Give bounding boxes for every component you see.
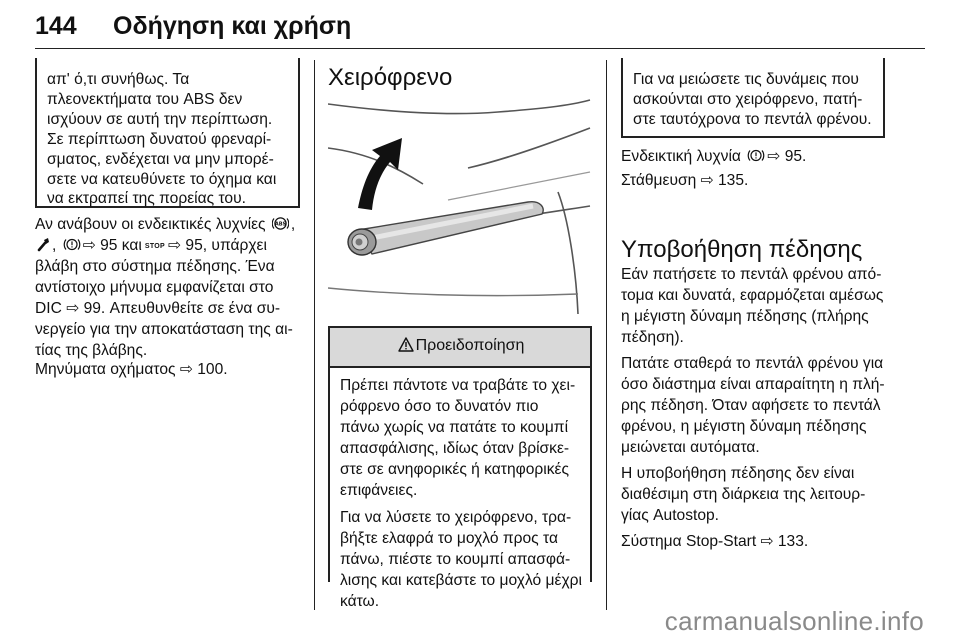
- wrench-icon: [37, 237, 50, 252]
- box-line: ισχύουν σε αυτή την περίπτωση.: [47, 111, 273, 128]
- warning-line: ρόφρενο όσο το δυνατόν πιο: [340, 398, 539, 415]
- para-text: αντίστοιχο μήνυμα εμφανίζεται στο: [35, 279, 274, 296]
- warning-line: λισης και κατεβάστε το μοχλό μέχρι: [340, 572, 582, 589]
- brake-system-icon: [747, 148, 765, 163]
- handbrake-title: Χειρόφρενο: [328, 64, 453, 91]
- watermark: carmanualsonline.info: [664, 606, 924, 636]
- tip-line: στε ταυτόχρονα το πεντάλ φρένου.: [633, 111, 872, 128]
- para-text: βλάβη στο σύστημα πέδησης. Ένα: [35, 258, 275, 275]
- parking-ref: Στάθμευση ⇨ 135.: [621, 172, 749, 189]
- box-line: απ' ό,τι συνήθως. Τα: [47, 71, 190, 88]
- abs-warning-icon: [272, 216, 289, 231]
- warning-title: Προειδοποίηση: [415, 337, 525, 354]
- handbrake-illustration: [328, 98, 592, 316]
- para-text: Εάν πατήσετε το πεντάλ φρένου από-: [621, 266, 882, 283]
- chapter-title: Οδήγηση και χρήση: [113, 12, 352, 40]
- continued-warning-box: [35, 58, 300, 208]
- box-line: πλεονεκτήματα του ABS δεν: [47, 91, 243, 108]
- tip-line: ασκούνται στο χειρόφρενο, πατή-: [633, 91, 863, 108]
- svg-text:ABS: ABS: [274, 221, 287, 228]
- para-text: ρης πέδηση. Όταν αφήσετε το πεντάλ: [621, 397, 881, 414]
- warning-line: επιφάνειες.: [340, 482, 418, 499]
- para-text: όσο διάστημα είναι απαραίτητη η πλή-: [621, 376, 885, 393]
- warning-header: [330, 328, 590, 368]
- brake-system-icon: [63, 237, 81, 252]
- indicator-ref: Ενδεικτική λυχνία ⇨ 95.: [621, 148, 807, 165]
- para-text: τομα και δυνατά, εφαρμόζεται αμέσως: [621, 287, 884, 304]
- box-line: Σε περίπτωση δυνατού φρεναρί-: [47, 131, 272, 148]
- vehicle-messages-ref: Μηνύματα οχήματος ⇨ 100.: [35, 361, 228, 378]
- para-text: φρένου, η μέγιστη δύναμη πέδησης: [621, 418, 867, 435]
- box-line: σετε να κατευθύνετε το όχημα και: [47, 171, 277, 188]
- box-line: σματος, ενδέχεται να μην μπορέ-: [47, 151, 274, 168]
- para-text: νεργείο για την αποκατάσταση της αι-: [35, 321, 293, 338]
- warning-line: απασφάλισης, ιδίως όταν βρίσκε-: [340, 440, 570, 457]
- warning-line: Πρέπει πάντοτε να τραβάτε το χει-: [340, 377, 576, 394]
- warning-line: πάνω, πιέστε το κουμπί απασφά-: [340, 551, 571, 568]
- warning-line: Για να λύσετε το χειρόφρενο, τρα-: [340, 509, 572, 526]
- stop-start-ref: Σύστημα Stop-Start ⇨ 133.: [621, 533, 809, 550]
- para-text: Αν ανάβουν οι ενδεικτικές λυχνίες: [35, 216, 266, 233]
- para-text: γίας Autostop.: [621, 507, 720, 524]
- warning-line: πάνω χωρίς να πατάτε το κουμπί: [340, 419, 569, 436]
- para-text: μειώνεται αυτόματα.: [621, 439, 760, 456]
- column-divider-1: [314, 60, 315, 610]
- page-ref-arrow: ⇨: [82, 237, 101, 254]
- para-text: Η υποβοήθηση πέδησης δεν είναι: [621, 465, 855, 482]
- header-rule: [35, 48, 925, 49]
- warning-line: κάτω.: [340, 593, 380, 610]
- page-number: 144: [35, 12, 77, 40]
- box-line: να εκτραπεί της πορείας του.: [47, 190, 246, 207]
- para-text: DIC ⇨ 99. Απευθυνθείτε σε ένα συ-: [35, 300, 281, 317]
- para-text: Πατάτε σταθερά το πεντάλ φρένου για: [621, 355, 884, 372]
- column-divider-2: [606, 60, 607, 610]
- para-text: η μέγιστη δύναμη πέδησης (πλήρης: [621, 308, 869, 325]
- brake-assist-title: Υποβοήθηση πέδησης: [621, 236, 863, 263]
- page-header: [35, 10, 925, 50]
- handbrake-tip-box: [621, 58, 885, 138]
- warning-box: [328, 326, 592, 610]
- warning-line: στε σε ανηφορικές ή κατηφορικές: [340, 461, 570, 478]
- para-text: διαθέσιμη στη διάρκεια της λειτουρ-: [621, 486, 866, 503]
- warning-line: βήξτε ελαφρά το μοχλό προς τα: [340, 530, 558, 547]
- warning-triangle-icon: [398, 337, 414, 352]
- tip-line: Για να μειώσετε τις δυνάμεις που: [633, 71, 859, 88]
- para-text: τίας της βλάβης.: [35, 342, 148, 359]
- stop-badge: STOP: [144, 243, 165, 250]
- para-text: πέδηση).: [621, 329, 684, 346]
